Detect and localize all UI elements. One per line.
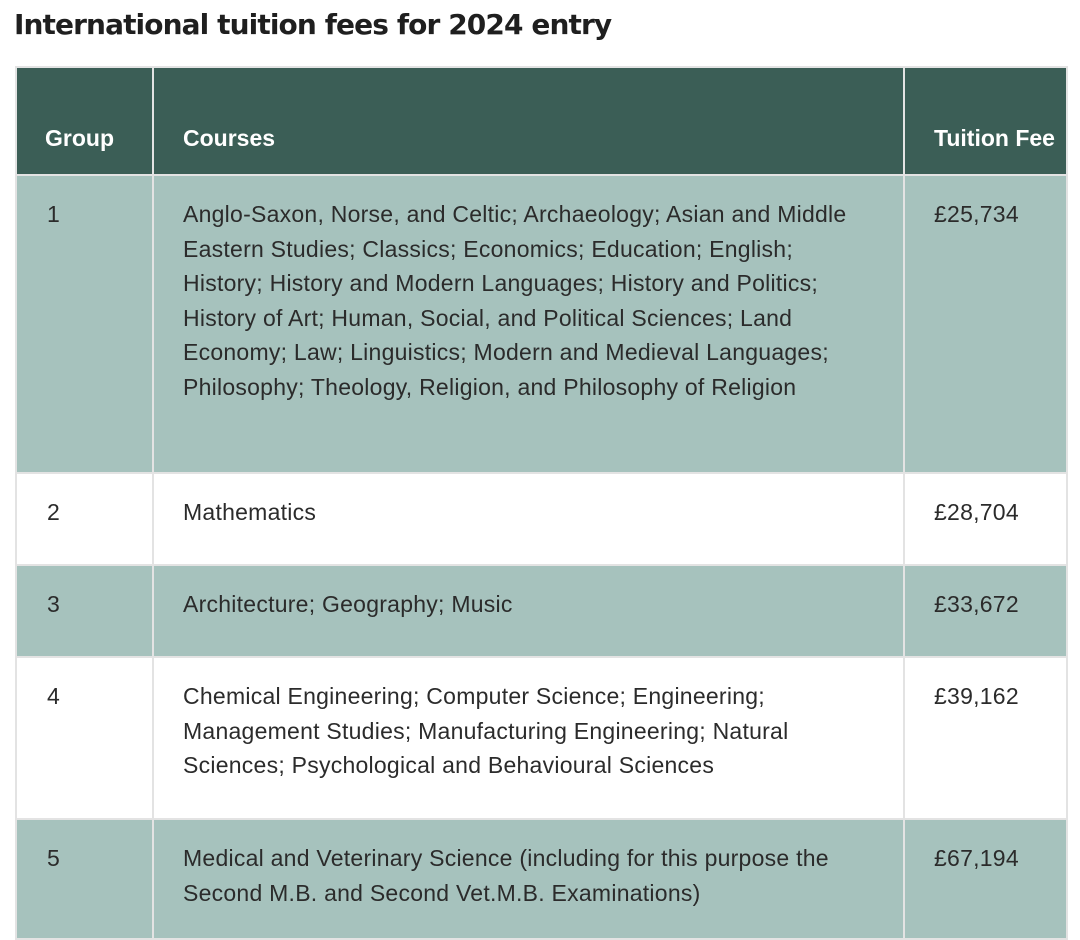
table-header	[16, 67, 1067, 175]
courses-cell: Medical and Veterinary Science (including for this purpose the Second M.B. and Second Vet.M.B. Examinations)	[153, 819, 904, 939]
header-tuition-fee: Tuition Fee	[904, 67, 1067, 175]
fee-cell: £39,162	[904, 657, 1067, 819]
table-row	[16, 175, 1067, 473]
header-group: Group	[16, 67, 153, 175]
courses-cell: Architecture; Geography; Music	[153, 565, 904, 657]
group-cell: 1	[16, 175, 153, 473]
table-row	[16, 565, 1067, 657]
group-cell: 2	[16, 473, 153, 565]
table-body	[16, 175, 1067, 939]
fee-cell: £28,704	[904, 473, 1067, 565]
table-row	[16, 473, 1067, 565]
fee-cell: £33,672	[904, 565, 1067, 657]
table-row	[16, 657, 1067, 819]
fee-cell: £25,734	[904, 175, 1067, 473]
courses-cell: Mathematics	[153, 473, 904, 565]
group-cell: 3	[16, 565, 153, 657]
courses-cell: Anglo-Saxon, Norse, and Celtic; Archaeology; Asian and Middle Eastern Studies; Classics; Economics; Education; English; History; History and Modern Languages; History and Politics; History of Art; Human, Social, and Political Sciences; Land Economy; Law; Linguistics; Modern and Medieval Languages; Philosophy; Theology, Religion, and Philosophy of Religion	[153, 175, 904, 473]
header-row	[16, 67, 1067, 175]
tuition-fees-table	[15, 66, 1068, 940]
group-cell: 5	[16, 819, 153, 939]
page-title: International tuition fees for 2024 entry	[14, 8, 612, 41]
group-cell: 4	[16, 657, 153, 819]
table-row	[16, 819, 1067, 939]
header-courses: Courses	[153, 67, 904, 175]
fee-cell: £67,194	[904, 819, 1067, 939]
courses-cell: Chemical Engineering; Computer Science; Engineering; Management Studies; Manufacturing Engineering; Natural Sciences; Psychological and Behavioural Sciences	[153, 657, 904, 819]
